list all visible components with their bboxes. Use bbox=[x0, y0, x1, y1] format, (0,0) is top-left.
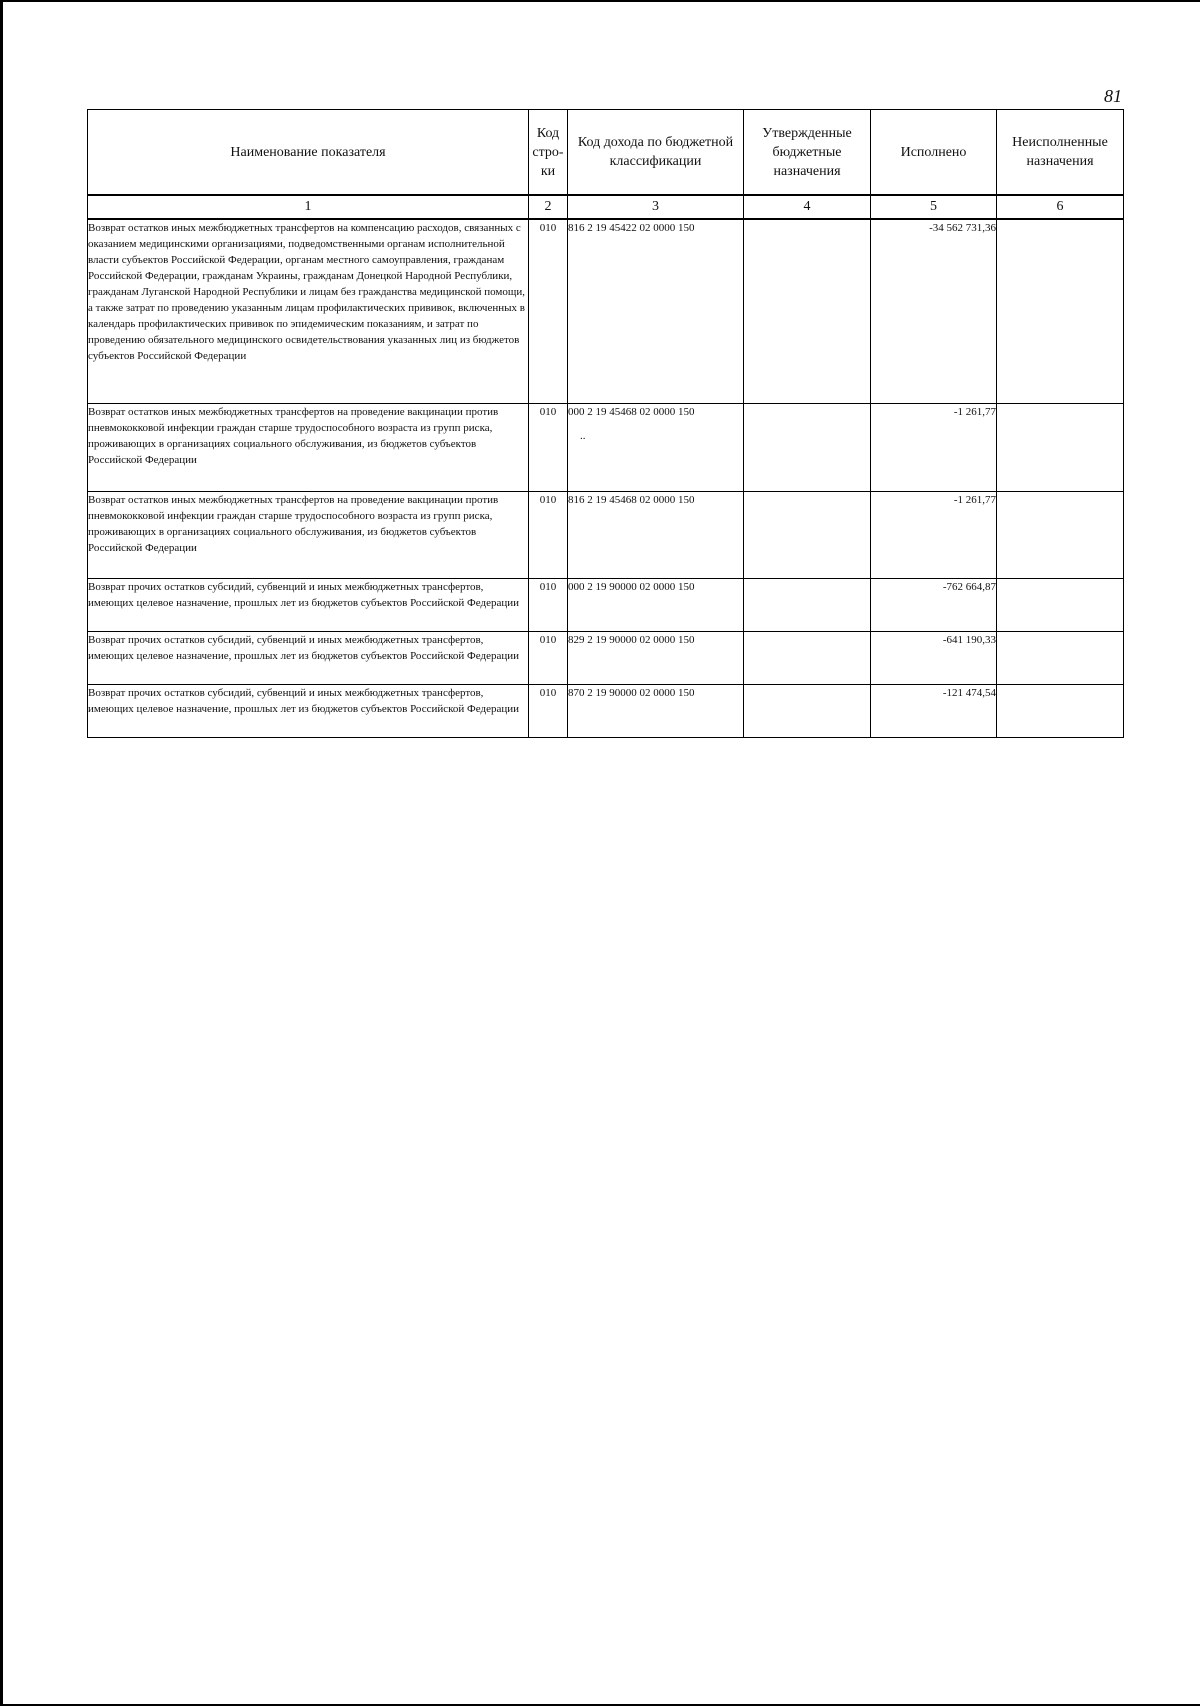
row-name: Возврат остатков иных межбюджетных трансфертов на компенсацию расходов, связанных с оказанием медицинскими организациями, подведомственными органам исполнительной власти субъектов Российской Федерации, органам местного самоуправления, гражданам Российской Федерации, гражданам Украины, гражданам Донецкой Народной Республики, гражданам Луганской Народной Республики и лицам без гражданства медицинской помощи, а также затрат по проведению указанным лицам профилактических прививок, включенных в календарь профилактических прививок по эпидемическим показаниям, и затрат по проведению обязательного медицинского освидетельствования указанных лиц из бюджетов субъектов Российской Федерации bbox=[88, 219, 529, 403]
row-approved bbox=[744, 491, 871, 578]
row-income-code bbox=[568, 403, 744, 491]
row-unexecuted bbox=[997, 631, 1124, 684]
budget-report-table bbox=[87, 109, 1124, 738]
page-number: 81 bbox=[1104, 86, 1122, 106]
table-row bbox=[88, 403, 1124, 491]
row-unexecuted bbox=[997, 403, 1124, 491]
row-line-code: 010 bbox=[529, 631, 568, 684]
table-row bbox=[88, 219, 1124, 403]
row-line-code: 010 bbox=[529, 491, 568, 578]
row-name: Возврат прочих остатков субсидий, субвенций и иных межбюджетных трансфертов, имеющих целевое назначение, прошлых лет из бюджетов субъектов Российской Федерации bbox=[88, 684, 529, 737]
column-number-row bbox=[88, 195, 1124, 219]
row-name: Возврат остатков иных межбюджетных трансфертов на проведение вакцинации против пневмококковой инфекции граждан старше трудоспособного возраста из групп риска, проживающих в организациях социального обслуживания, из бюджетов субъектов Российской Федерации bbox=[88, 403, 529, 491]
header-income-code: Код дохода по бюджетной классификации bbox=[568, 110, 744, 196]
row-executed: -34 562 731,36 bbox=[871, 219, 997, 403]
scan-left-edge bbox=[0, 0, 3, 1706]
row-unexecuted bbox=[997, 578, 1124, 631]
row-name: Возврат прочих остатков субсидий, субвенций и иных межбюджетных трансфертов, имеющих целевое назначение, прошлых лет из бюджетов субъектов Российской Федерации bbox=[88, 578, 529, 631]
row-income-code: 000 2 19 90000 02 0000 150 bbox=[568, 578, 744, 631]
row-line-code: 010 bbox=[529, 578, 568, 631]
column-number: 1 bbox=[88, 195, 529, 219]
row-name: Возврат прочих остатков субсидий, субвенций и иных межбюджетных трансфертов, имеющих целевое назначение, прошлых лет из бюджетов субъектов Российской Федерации bbox=[88, 631, 529, 684]
table-header-row bbox=[88, 110, 1124, 196]
row-income-code: 816 2 19 45422 02 0000 150 bbox=[568, 219, 744, 403]
table-row bbox=[88, 631, 1124, 684]
row-name: Возврат остатков иных межбюджетных трансфертов на проведение вакцинации против пневмококковой инфекции граждан старше трудоспособного возраста из групп риска, проживающих в организациях социального обслуживания, из бюджетов субъектов Российской Федерации bbox=[88, 491, 529, 578]
column-number: 4 bbox=[744, 195, 871, 219]
row-income-code: 829 2 19 90000 02 0000 150 bbox=[568, 631, 744, 684]
row-executed: -1 261,77 bbox=[871, 403, 997, 491]
header-name: Наименование показателя bbox=[88, 110, 529, 196]
column-number: 2 bbox=[529, 195, 568, 219]
row-unexecuted bbox=[997, 491, 1124, 578]
header-unexecuted: Неисполненные назначения bbox=[997, 110, 1124, 196]
table-row bbox=[88, 684, 1124, 737]
column-number: 6 bbox=[997, 195, 1124, 219]
row-unexecuted bbox=[997, 219, 1124, 403]
column-number: 3 bbox=[568, 195, 744, 219]
row-executed: -762 664,87 bbox=[871, 578, 997, 631]
table-row bbox=[88, 578, 1124, 631]
header-approved: Утвержденные бюджетные назначения bbox=[744, 110, 871, 196]
table-row bbox=[88, 491, 1124, 578]
row-approved bbox=[744, 403, 871, 491]
header-executed: Исполнено bbox=[871, 110, 997, 196]
row-approved bbox=[744, 631, 871, 684]
row-approved bbox=[744, 578, 871, 631]
row-approved bbox=[744, 684, 871, 737]
row-approved bbox=[744, 219, 871, 403]
row-line-code: 010 bbox=[529, 403, 568, 491]
row-income-code-value: 000 2 19 45468 02 0000 150 bbox=[568, 405, 695, 418]
row-income-code: 870 2 19 90000 02 0000 150 bbox=[568, 684, 744, 737]
row-executed: -641 190,33 bbox=[871, 631, 997, 684]
scan-top-edge bbox=[0, 0, 1200, 2]
column-number: 5 bbox=[871, 195, 997, 219]
row-income-code-note: .. bbox=[580, 429, 586, 442]
row-executed: -121 474,54 bbox=[871, 684, 997, 737]
row-unexecuted bbox=[997, 684, 1124, 737]
row-income-code: 816 2 19 45468 02 0000 150 bbox=[568, 491, 744, 578]
row-line-code: 010 bbox=[529, 219, 568, 403]
header-line-code: Код стро-ки bbox=[529, 110, 568, 196]
row-line-code: 010 bbox=[529, 684, 568, 737]
row-executed: -1 261,77 bbox=[871, 491, 997, 578]
